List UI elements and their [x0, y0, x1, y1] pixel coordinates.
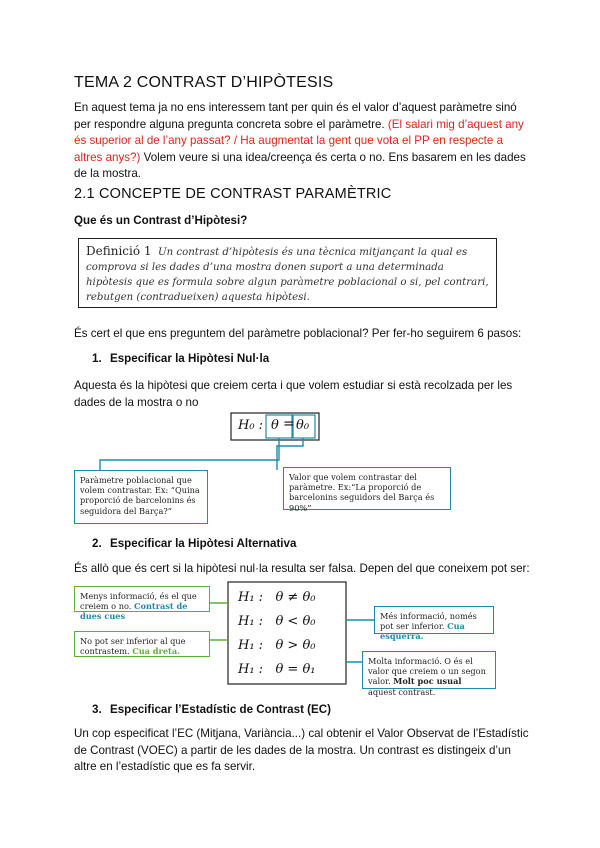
intro-example-red: (El salari mig d’aquest any és superior al de l’any passat? / Ha augmentat la gent que vota el PP en respecte a altres anys?)	[74, 117, 524, 164]
step-2-text: És allò que és cert si la hipòtesi nul·la resulta ser falsa. Depen del que coneixem pot ser:	[74, 562, 530, 575]
h1-less: H₁ : θ < θ₀	[238, 614, 316, 629]
callout-left-tail: Més informació, només pot ser inferior. Cua esquerra.	[374, 606, 494, 634]
intro-text-end: Volem veure si una idea/creença és certa o no. Ens basarem en les dades de la mostra.	[74, 150, 526, 180]
left-tail-label: Cua esquerra.	[380, 621, 465, 642]
callout-parameter: Paràmetre poblacional que volem contrastar. Ex: “Quina proporció de barcelonins és seguidora del Barça?”	[74, 470, 208, 524]
rare-label: Molt poc usual	[393, 676, 462, 687]
h1-options	[238, 586, 315, 682]
h1-two-sided: H₁ : θ ≠ θ₀	[238, 590, 316, 605]
h0-equals: =	[283, 416, 295, 432]
step-1-text: Aquesta és la hipòtesi que creiem certa i que volem estudiar si està recolzada per les dades de la mostra o no	[74, 379, 513, 409]
h0-theta0: θ₀	[296, 418, 310, 433]
step-3-number: 3.	[92, 703, 102, 716]
definition-label: Definició 1	[86, 244, 152, 258]
section-question: Que és un Contrast d’Hipòtesi?	[74, 214, 248, 227]
step-3-title: Especificar l’Estadístic de Contrast (EC)	[110, 703, 331, 716]
two-tail-label: Contrast de dues cues	[80, 601, 188, 622]
callout-two-tail: Menys informació, és el que creiem o no. Contrast de dues cues	[74, 586, 210, 612]
step-1-title: Especificar la Hipòtesi Nul·la	[110, 352, 270, 365]
step-3-heading	[92, 703, 331, 716]
right-tail-label: Cua dreta.	[132, 646, 180, 657]
page-title: TEMA 2 CONTRAST D’HIPÒTESIS	[74, 74, 334, 91]
h0-theta: θ	[271, 418, 279, 433]
section-heading: 2.1 CONCEPTE DE CONTRAST PARAMÈTRIC	[74, 186, 392, 202]
step-2-number: 2.	[92, 537, 102, 550]
callout-right-tail: No pot ser inferior al que contrastem. Cua dreta.	[74, 631, 210, 657]
definition-text: Un contrast d’hipòtesis és una tècnica mitjançant la qual es comprova si les dades d’una mostra donen suport a una determinada hipòtesis que es formula sobre algun paràmetre poblacional o si, pel contrari, rebutgen (contradueixen) aquesta hipòtesi.	[86, 247, 489, 303]
connector-theta0	[277, 438, 303, 470]
connector-theta	[100, 438, 279, 470]
callout-value: Valor que volem contrastar del paràmetre. Ex:“La proporció de barcelonins seguidors del Barça és 90%”	[283, 467, 451, 510]
step-2-title: Especificar la Hipòtesi Alternativa	[110, 537, 297, 550]
step-3-text: Un cop especificat l’EC (Mitjana, Variància...) cal obtenir el Valor Observat de l’Estadístic de Contrast (VOEC) a partir de les dades de la mostra. Un contrast es distingeix d’un altre en l’estadístic que es fa servir.	[74, 727, 529, 773]
h1-equal-theta1: H₁ : θ = θ₁	[238, 662, 316, 677]
step-1-number: 1.	[92, 352, 102, 365]
h0-lhs: H₀ :	[238, 418, 264, 433]
intro-text: En aquest tema ja no ens interessem tant per quin és el valor d’aquest paràmetre sinó per respondre alguna pregunta concreta sobre el paràmetre.	[74, 101, 517, 131]
steps-intro: És cert el que ens preguntem del paràmetre poblacional? Per fer-ho seguirem 6 pasos:	[74, 327, 522, 340]
callout-point: Molta informació. O és el valor que creiem o un segon valor. Molt poc usual aquest contrast.	[362, 651, 496, 689]
h1-greater: H₁ : θ > θ₀	[238, 638, 316, 653]
step-2-heading	[92, 537, 296, 550]
